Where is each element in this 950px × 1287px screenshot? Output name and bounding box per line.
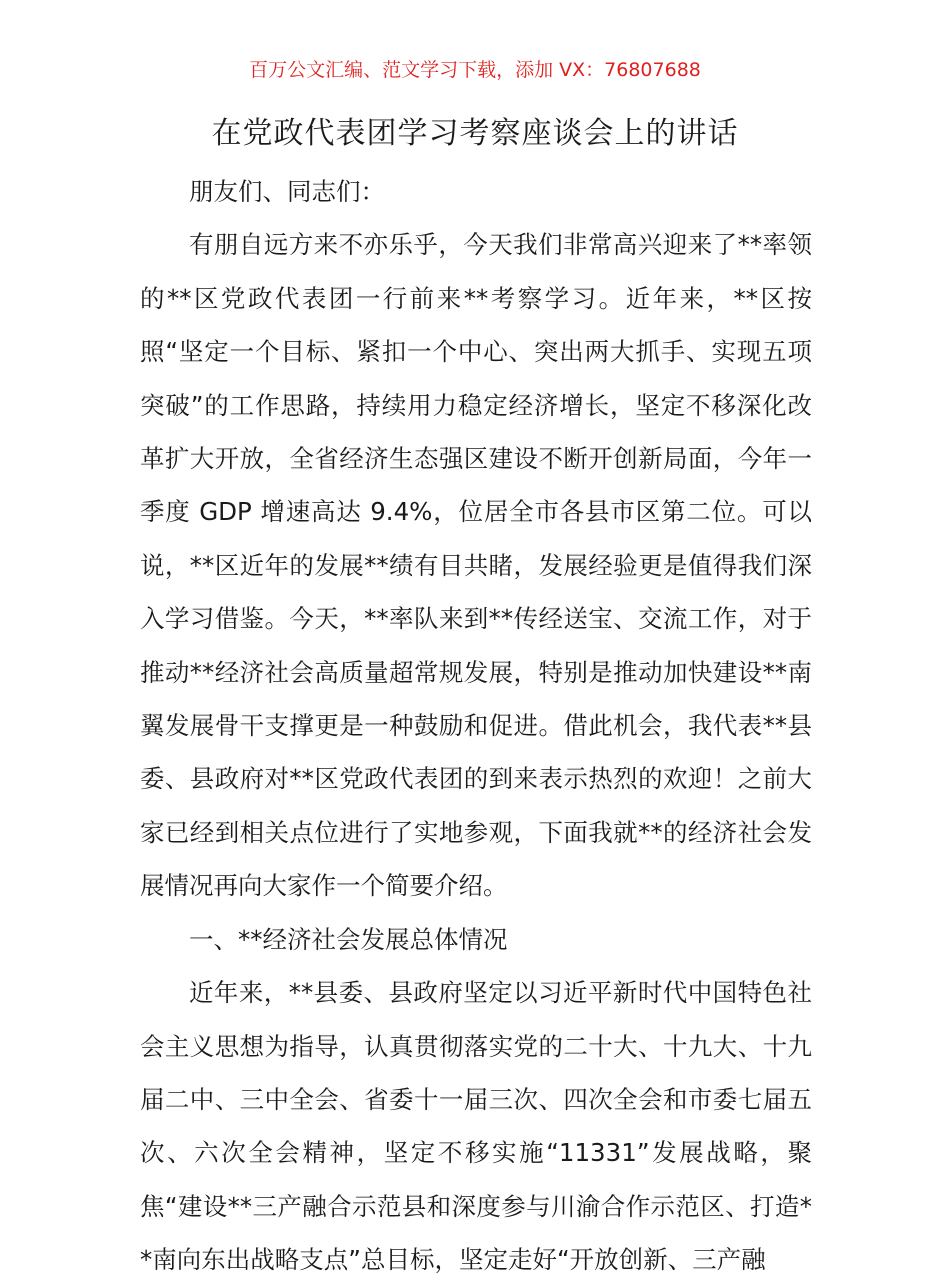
paragraph-section-1: 近年来，**县委、县政府坚定以习近平新时代中国特色社会主义思想为指导，认真贯彻落实党的二十大、十九大、十九届二中、三中全会、省委十一届三次、四次全会和市委七届五次、六次全会精神，坚定不移实施“11331”发展战略，聚焦“建设**三产融合示范县和深度参与川渝合作示范区、打造**南向东出战略支点”总目标，坚定走好“开放创新、三产融 <box>140 978 812 1275</box>
document-body <box>140 165 812 1287</box>
header-banner: 百万公文汇编、范文学习下载，添加 VX：76807688 <box>249 59 701 81</box>
salutation: 朋友们、同志们： <box>189 177 385 206</box>
paragraph-intro: 有朋自远方来不亦乐乎，今天我们非常高兴迎来了**率领的**区党政代表团一行前来**考察学习。近年来，**区按照“坚定一个目标、紧扣一个中心、突出两大抓手、实现五项突破”的工作思路，持续用力稳定经济增长，坚定不移深化改革扩大开放，全省经济生态强区建设不断开创新局面，今年一季度 GDP 增速高达 9.4%，位居全市各县市区第二位。可以说，**区近年的发展**绩有目共睹，发展经验更是值得我们深入学习借鉴。今天，**率队来到**传经送宝、交流工作，对于推动**经济社会高质量超常规发展，特别是推动加快建设**南翼发展骨干支撑更是一种鼓励和促进。借此机会，我代表**县委、县政府对**区党政代表团的到来表示热烈的欢迎！之前大家已经到相关点位进行了实地参观，下面我就**的经济社会发展情况再向大家作一个简要介绍。 <box>140 230 812 901</box>
section-heading: 一、**经济社会发展总体情况 <box>189 924 508 954</box>
document-title: 在党政代表团学习考察座谈会上的讲话 <box>211 116 739 151</box>
